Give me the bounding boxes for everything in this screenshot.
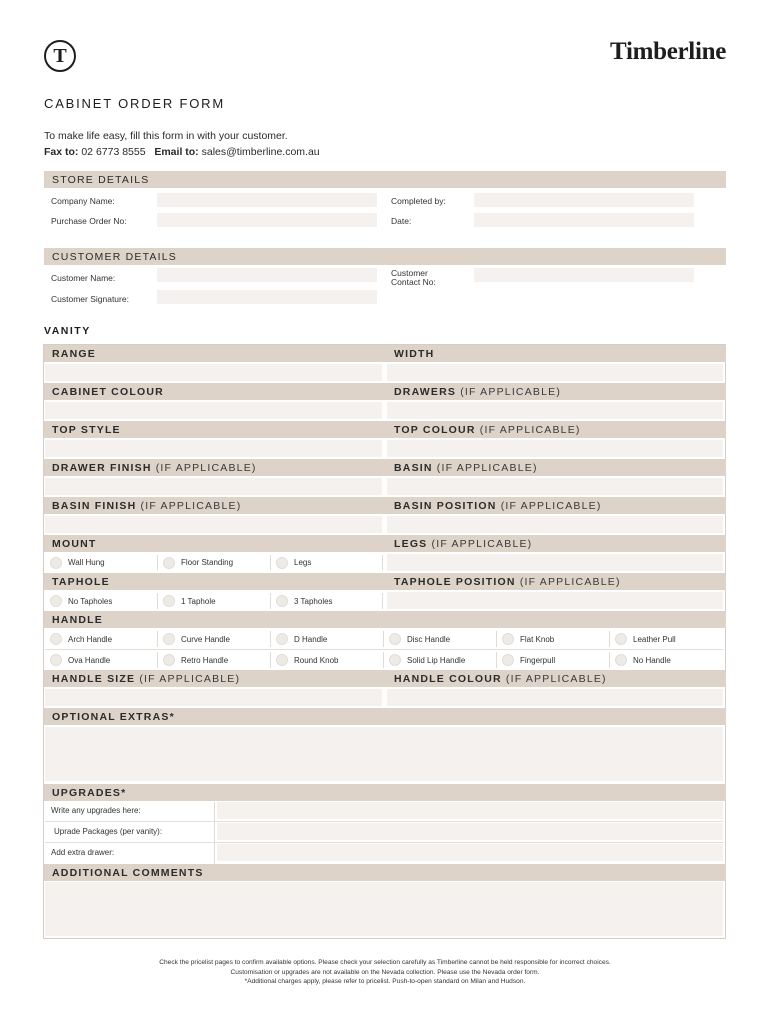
customer-details-heading <box>44 248 726 265</box>
customer-contact-field[interactable] <box>474 268 694 282</box>
handle-size-colour-heading <box>44 670 726 687</box>
basin-finish-field[interactable] <box>45 516 382 533</box>
handle-option-solid-lip[interactable] <box>389 652 497 668</box>
customer-heading-text: CUSTOMER DETAILS <box>52 250 177 263</box>
radio-icon[interactable] <box>50 633 62 645</box>
footer-line: Customisation or upgrades are not available on the Nevada collection. Please use the Nevada order form. <box>230 968 540 976</box>
upgrades-heading <box>44 784 726 801</box>
option-label: Round Knob <box>294 655 339 665</box>
company-name-field[interactable] <box>157 193 377 207</box>
range-heading: RANGE <box>52 347 96 360</box>
top-colour-field[interactable] <box>387 440 723 457</box>
cabinet-colour-heading: CABINET COLOUR <box>52 385 164 398</box>
option-label: Leather Pull <box>633 634 676 644</box>
range-width-heading <box>44 345 726 362</box>
basin-finish-if-applicable: (IF APPLICABLE) <box>140 499 242 512</box>
taphole-option-three[interactable] <box>276 593 383 609</box>
top-style-heading <box>44 421 726 438</box>
customer-signature-label: Customer Signature: <box>51 294 129 304</box>
top-colour-if-applicable: (IF APPLICABLE) <box>479 423 581 436</box>
handle-label: HANDLE <box>52 613 103 626</box>
option-label: No Tapholes <box>68 596 113 606</box>
drawers-if-applicable: (IF APPLICABLE) <box>460 385 562 398</box>
option-label: Arch Handle <box>68 634 113 644</box>
intro-text <box>44 128 320 160</box>
option-label: 1 Taphole <box>181 596 216 606</box>
basin-position-if-applicable: (IF APPLICABLE) <box>500 499 602 512</box>
drawer-finish-if-applicable: (IF APPLICABLE) <box>155 461 257 474</box>
radio-icon[interactable] <box>50 654 62 666</box>
top-style-field[interactable] <box>45 440 382 457</box>
handle-option-leather-pull[interactable] <box>615 631 722 647</box>
radio-icon[interactable] <box>276 557 288 569</box>
handle-option-flat-knob[interactable] <box>502 631 610 647</box>
taphole-label: TAPHOLE <box>52 575 110 588</box>
drawer-finish-field[interactable] <box>45 478 382 495</box>
footer-line: *Additional charges apply, please refer to pricelist. Push-to-open standard on Milan and Hudson. <box>244 978 526 985</box>
option-label: Retro Handle <box>181 655 229 665</box>
customer-name-field[interactable] <box>157 268 377 282</box>
handle-colour-if-applicable: (IF APPLICABLE) <box>505 672 607 685</box>
customer-signature-field[interactable] <box>157 290 377 304</box>
basin-position-heading: BASIN POSITION <box>394 499 497 512</box>
completed-by-label: Completed by: <box>391 196 446 206</box>
page-title: CABINET ORDER FORM <box>44 96 225 111</box>
customer-contact-label <box>391 269 436 287</box>
drawer-finish-label: DRAWER FINISH <box>52 461 152 474</box>
radio-icon[interactable] <box>389 654 401 666</box>
top-style-label: TOP STYLE <box>52 423 121 436</box>
contact-label-line1: Customer <box>391 268 428 278</box>
radio-icon[interactable] <box>50 595 62 607</box>
extra-drawer-label: Add extra drawer: <box>51 848 115 857</box>
upgrades-write-field[interactable] <box>217 802 723 819</box>
handle-option-none[interactable] <box>615 652 722 668</box>
handle-size-field[interactable] <box>45 689 382 706</box>
handle-size-label: HANDLE SIZE <box>52 672 136 685</box>
optional-extras-label: OPTIONAL EXTRAS* <box>52 710 175 723</box>
mount-option-legs[interactable] <box>276 555 383 570</box>
taphole-position-field[interactable] <box>387 592 723 609</box>
radio-icon[interactable] <box>50 557 62 569</box>
radio-icon[interactable] <box>615 633 627 645</box>
option-label: D Handle <box>294 634 328 644</box>
cabinet-colour-field[interactable] <box>45 402 382 419</box>
width-heading: WIDTH <box>394 347 435 360</box>
footer-notes <box>0 958 770 987</box>
radio-icon[interactable] <box>163 654 175 666</box>
option-label: Wall Hung <box>68 558 105 567</box>
purchase-order-field[interactable] <box>157 213 377 227</box>
purchase-order-label: Purchase Order No: <box>51 216 127 226</box>
drawers-heading: DRAWERS <box>394 385 457 398</box>
option-label: Ova Handle <box>68 655 111 665</box>
additional-comments-heading <box>44 864 726 881</box>
date-label: Date: <box>391 216 412 226</box>
top-colour-heading: TOP COLOUR <box>394 423 476 436</box>
contact-line <box>44 144 320 160</box>
cabinet-drawers-heading <box>44 383 726 400</box>
logo-letter: T <box>53 44 67 67</box>
upgrades-divider <box>214 802 215 864</box>
basin-heading: BASIN <box>394 461 433 474</box>
option-label: Solid Lip Handle <box>407 655 466 665</box>
radio-icon[interactable] <box>502 633 514 645</box>
handle-heading <box>44 611 726 628</box>
company-name-label: Company Name: <box>51 196 115 206</box>
handle-option-disc[interactable] <box>389 631 497 647</box>
handle-colour-field[interactable] <box>387 689 723 706</box>
radio-icon[interactable] <box>615 654 627 666</box>
fax-label: Fax to: <box>44 146 79 158</box>
completed-by-field[interactable] <box>474 193 694 207</box>
footer-line: Check the pricelist pages to confirm available options. Please check your selection carefully as Timberline cannot be held responsible for incorrect choices. <box>159 959 611 966</box>
upgrades-row-divider <box>45 842 723 843</box>
handle-option-curve[interactable] <box>163 631 271 647</box>
contact-label-line2: Contact No: <box>391 277 436 287</box>
upgrades-label: UPGRADES* <box>52 786 127 799</box>
email-label: Email to: <box>154 146 199 158</box>
fax-value: 02 6773 8555 <box>81 146 146 158</box>
handle-option-retro[interactable] <box>163 652 271 668</box>
store-details-heading <box>44 171 726 188</box>
radio-icon[interactable] <box>502 654 514 666</box>
option-label: Floor Standing <box>181 558 234 567</box>
upgrades-row-divider <box>45 821 723 822</box>
optional-extras-field[interactable] <box>45 727 723 781</box>
taphole-option-one[interactable] <box>163 593 271 609</box>
extra-drawer-field[interactable] <box>217 844 723 861</box>
additional-comments-field[interactable] <box>45 882 723 936</box>
radio-icon[interactable] <box>163 557 175 569</box>
mount-option-wall-hung[interactable] <box>50 555 158 570</box>
radio-icon[interactable] <box>163 633 175 645</box>
option-label: 3 Tapholes <box>294 596 333 606</box>
mount-option-floor-standing[interactable] <box>163 555 271 570</box>
option-label: Legs <box>294 558 312 567</box>
handle-option-arch[interactable] <box>50 631 158 647</box>
optional-extras-heading <box>44 708 726 725</box>
handle-option-d[interactable] <box>276 631 384 647</box>
legs-if-applicable: (IF APPLICABLE) <box>431 537 533 550</box>
upgrade-packages-label: Uprade Packages (per vanity): <box>54 827 163 836</box>
legs-heading: LEGS <box>394 537 428 550</box>
basin-if-applicable: (IF APPLICABLE) <box>436 461 538 474</box>
handle-row-divider <box>45 649 723 650</box>
basin-finish-heading <box>44 497 726 514</box>
option-label: Fingerpull <box>520 655 556 665</box>
basin-field[interactable] <box>387 478 723 495</box>
drawer-finish-heading <box>44 459 726 476</box>
handle-option-ova[interactable] <box>50 652 158 668</box>
option-label: Curve Handle <box>181 634 230 644</box>
radio-icon[interactable] <box>389 633 401 645</box>
timberline-logo-icon <box>44 40 76 72</box>
handle-size-if-applicable: (IF APPLICABLE) <box>139 672 241 685</box>
legs-field[interactable] <box>387 554 723 571</box>
mount-legs-heading <box>44 535 726 552</box>
handle-option-round-knob[interactable] <box>276 652 384 668</box>
radio-icon[interactable] <box>276 595 288 607</box>
email-value: sales@timberline.com.au <box>201 146 320 158</box>
mount-heading: MOUNT <box>52 537 97 550</box>
taphole-position-if-applicable: (IF APPLICABLE) <box>519 575 621 588</box>
upgrades-write-label: Write any upgrades here: <box>51 806 141 815</box>
handle-colour-heading: HANDLE COLOUR <box>394 672 502 685</box>
drawers-field[interactable] <box>387 402 723 419</box>
taphole-heading <box>44 573 726 590</box>
customer-name-label: Customer Name: <box>51 273 116 283</box>
basin-finish-label: BASIN FINISH <box>52 499 137 512</box>
date-field[interactable] <box>474 213 694 227</box>
vanity-heading: VANITY <box>44 325 91 337</box>
option-label: Disc Handle <box>407 634 451 644</box>
handle-option-fingerpull[interactable] <box>502 652 610 668</box>
radio-icon[interactable] <box>276 654 288 666</box>
store-heading-text: STORE DETAILS <box>52 173 150 186</box>
width-field[interactable] <box>387 364 723 381</box>
brand-name: Timberline <box>610 38 726 65</box>
intro-line: To make life easy, fill this form in with your customer. <box>44 130 288 142</box>
radio-icon[interactable] <box>276 633 288 645</box>
additional-comments-label: ADDITIONAL COMMENTS <box>52 866 204 879</box>
taphole-option-none[interactable] <box>50 593 158 609</box>
taphole-position-heading: TAPHOLE POSITION <box>394 575 516 588</box>
option-label: No Handle <box>633 655 671 665</box>
option-label: Flat Knob <box>520 634 555 644</box>
range-field[interactable] <box>45 364 382 381</box>
basin-position-field[interactable] <box>387 516 723 533</box>
radio-icon[interactable] <box>163 595 175 607</box>
upgrade-packages-field[interactable] <box>217 823 723 840</box>
